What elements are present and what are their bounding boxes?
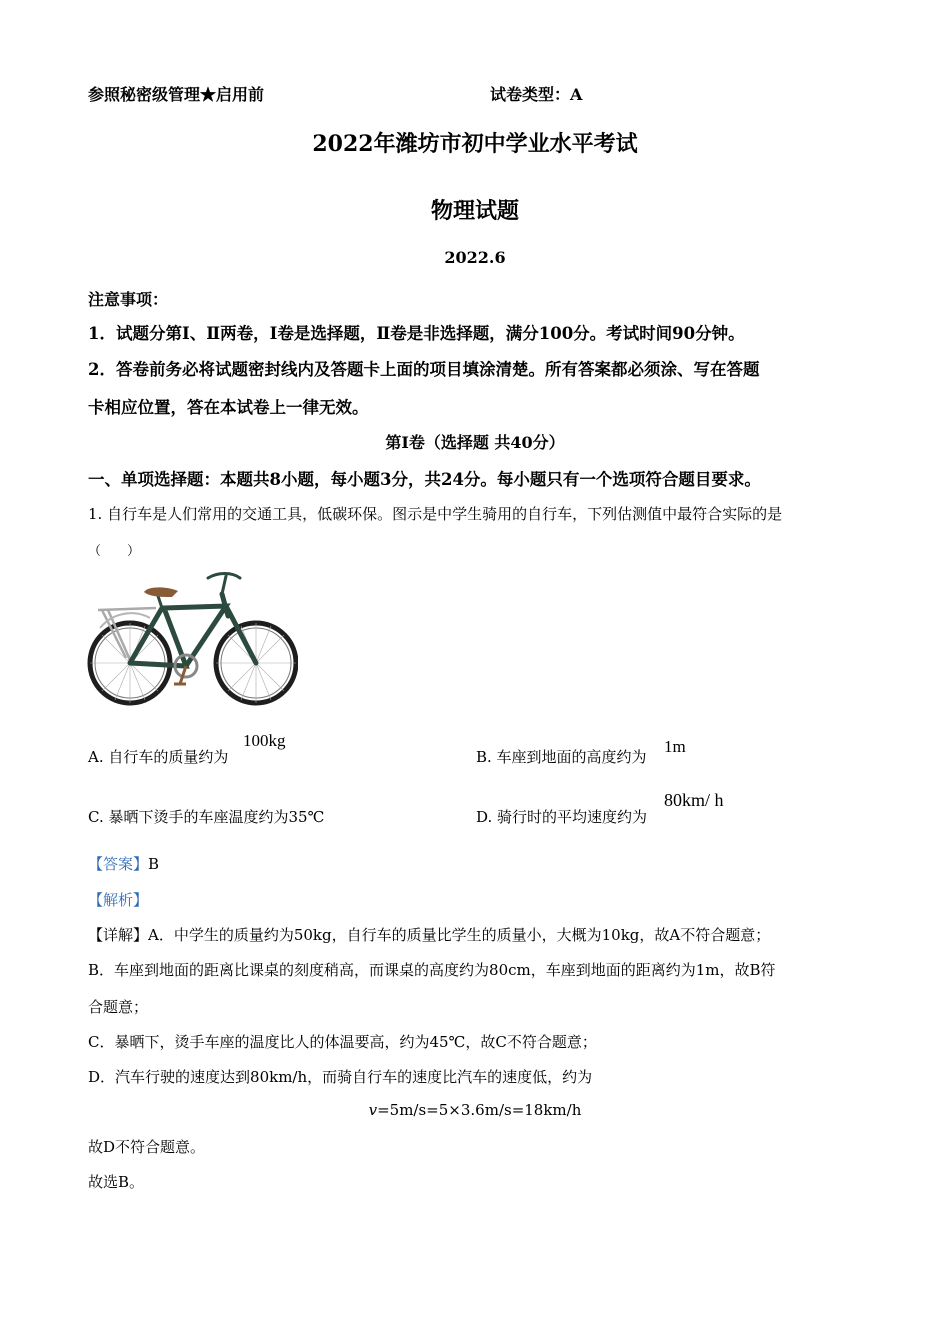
- notes-item-2-line-2: 卡相应位置，答在本试卷上一律无效。: [88, 398, 369, 417]
- detail-selection: 故选B。: [88, 1173, 145, 1191]
- bike-frame: [130, 594, 256, 666]
- notes-item-2-line-1: 2．答卷前务必将试题密封线内及答题卡上面的项目填涂清楚。所有答案都必须涂、写在答题: [88, 360, 760, 379]
- part-title: 一、单项选择题：本题共8小题，每小题3分，共24分。每小题只有一个选项符合题目要求。: [88, 470, 761, 489]
- volume-title: 第Ⅰ卷（选择题 共40分）: [385, 433, 565, 452]
- option-b-text: B. 车座到地面的高度约为: [476, 748, 647, 766]
- answer-label: 【答案】: [88, 855, 149, 873]
- saddle-post: [158, 596, 162, 608]
- option-b: [476, 746, 647, 767]
- detail-c: C．暴晒下，烫手车座的温度比人的体温要高，约为45℃，故C不符合题意；: [88, 1033, 597, 1051]
- question-1-bracket: （ ）: [88, 544, 141, 559]
- saddle: [144, 587, 178, 597]
- formula-variable: v: [368, 1101, 378, 1119]
- notes-heading: 注意事项：: [88, 290, 169, 309]
- question-1-stem: 1. 自行车是人们常用的交通工具，低碳环保。图示是中学生骑用的自行车，下列估测值中最符合实际的是: [88, 505, 783, 523]
- option-c: C. 暴晒下烫手的车座温度约为35℃: [88, 808, 325, 826]
- exam-title: 2022年潍坊市初中学业水平考试: [312, 131, 638, 157]
- detail-d: D．汽车行驶的速度达到80km/h，而骑自行车的速度比汽车的速度低，约为: [88, 1068, 593, 1086]
- option-d-text: D. 骑行时的平均速度约为: [476, 808, 648, 826]
- analysis-label: 【解析】: [88, 891, 149, 909]
- option-a: [88, 746, 228, 767]
- notes-item-1: 1．试题分第Ⅰ、Ⅱ两卷，Ⅰ卷是选择题，Ⅱ卷是非选择题，满分100分。考试时间90分钟。: [88, 324, 745, 343]
- formula: [0, 1101, 950, 1119]
- detail-b-line-1: B．车座到地面的距离比课桌的刻度稍高，而课桌的高度约为80cm，车座到地面的距离约为1m，故B符: [88, 961, 776, 979]
- option-d-value: 80km/ h: [664, 790, 724, 810]
- option-b-value: 1m: [664, 737, 686, 756]
- exam-subtitle: 物理试题: [430, 198, 519, 224]
- detail-conclusion: 故D不符合题意。: [88, 1138, 206, 1156]
- exam-date: 2022.6: [444, 248, 506, 267]
- option-a-text: A. 自行车的质量约为: [88, 748, 229, 766]
- option-a-value: 100kg: [243, 731, 286, 750]
- answer-line: [88, 853, 159, 874]
- header-confidential: 参照秘密级管理★启用前: [88, 85, 265, 104]
- option-d: [476, 806, 647, 827]
- formula-expression: =5m/s=5×3.6m/s=18km/h: [377, 1101, 582, 1119]
- handlebar: [208, 574, 240, 595]
- header-paper-type: 试卷类型：A: [490, 85, 583, 104]
- detail-a: 【详解】A．中学生的质量约为50kg，自行车的质量比学生的质量小，大概为10kg，故A不符合题意；: [88, 926, 771, 944]
- bicycle-image: [86, 568, 298, 708]
- answer-value: B: [148, 855, 160, 873]
- detail-b-line-2: 合题意；: [88, 998, 149, 1016]
